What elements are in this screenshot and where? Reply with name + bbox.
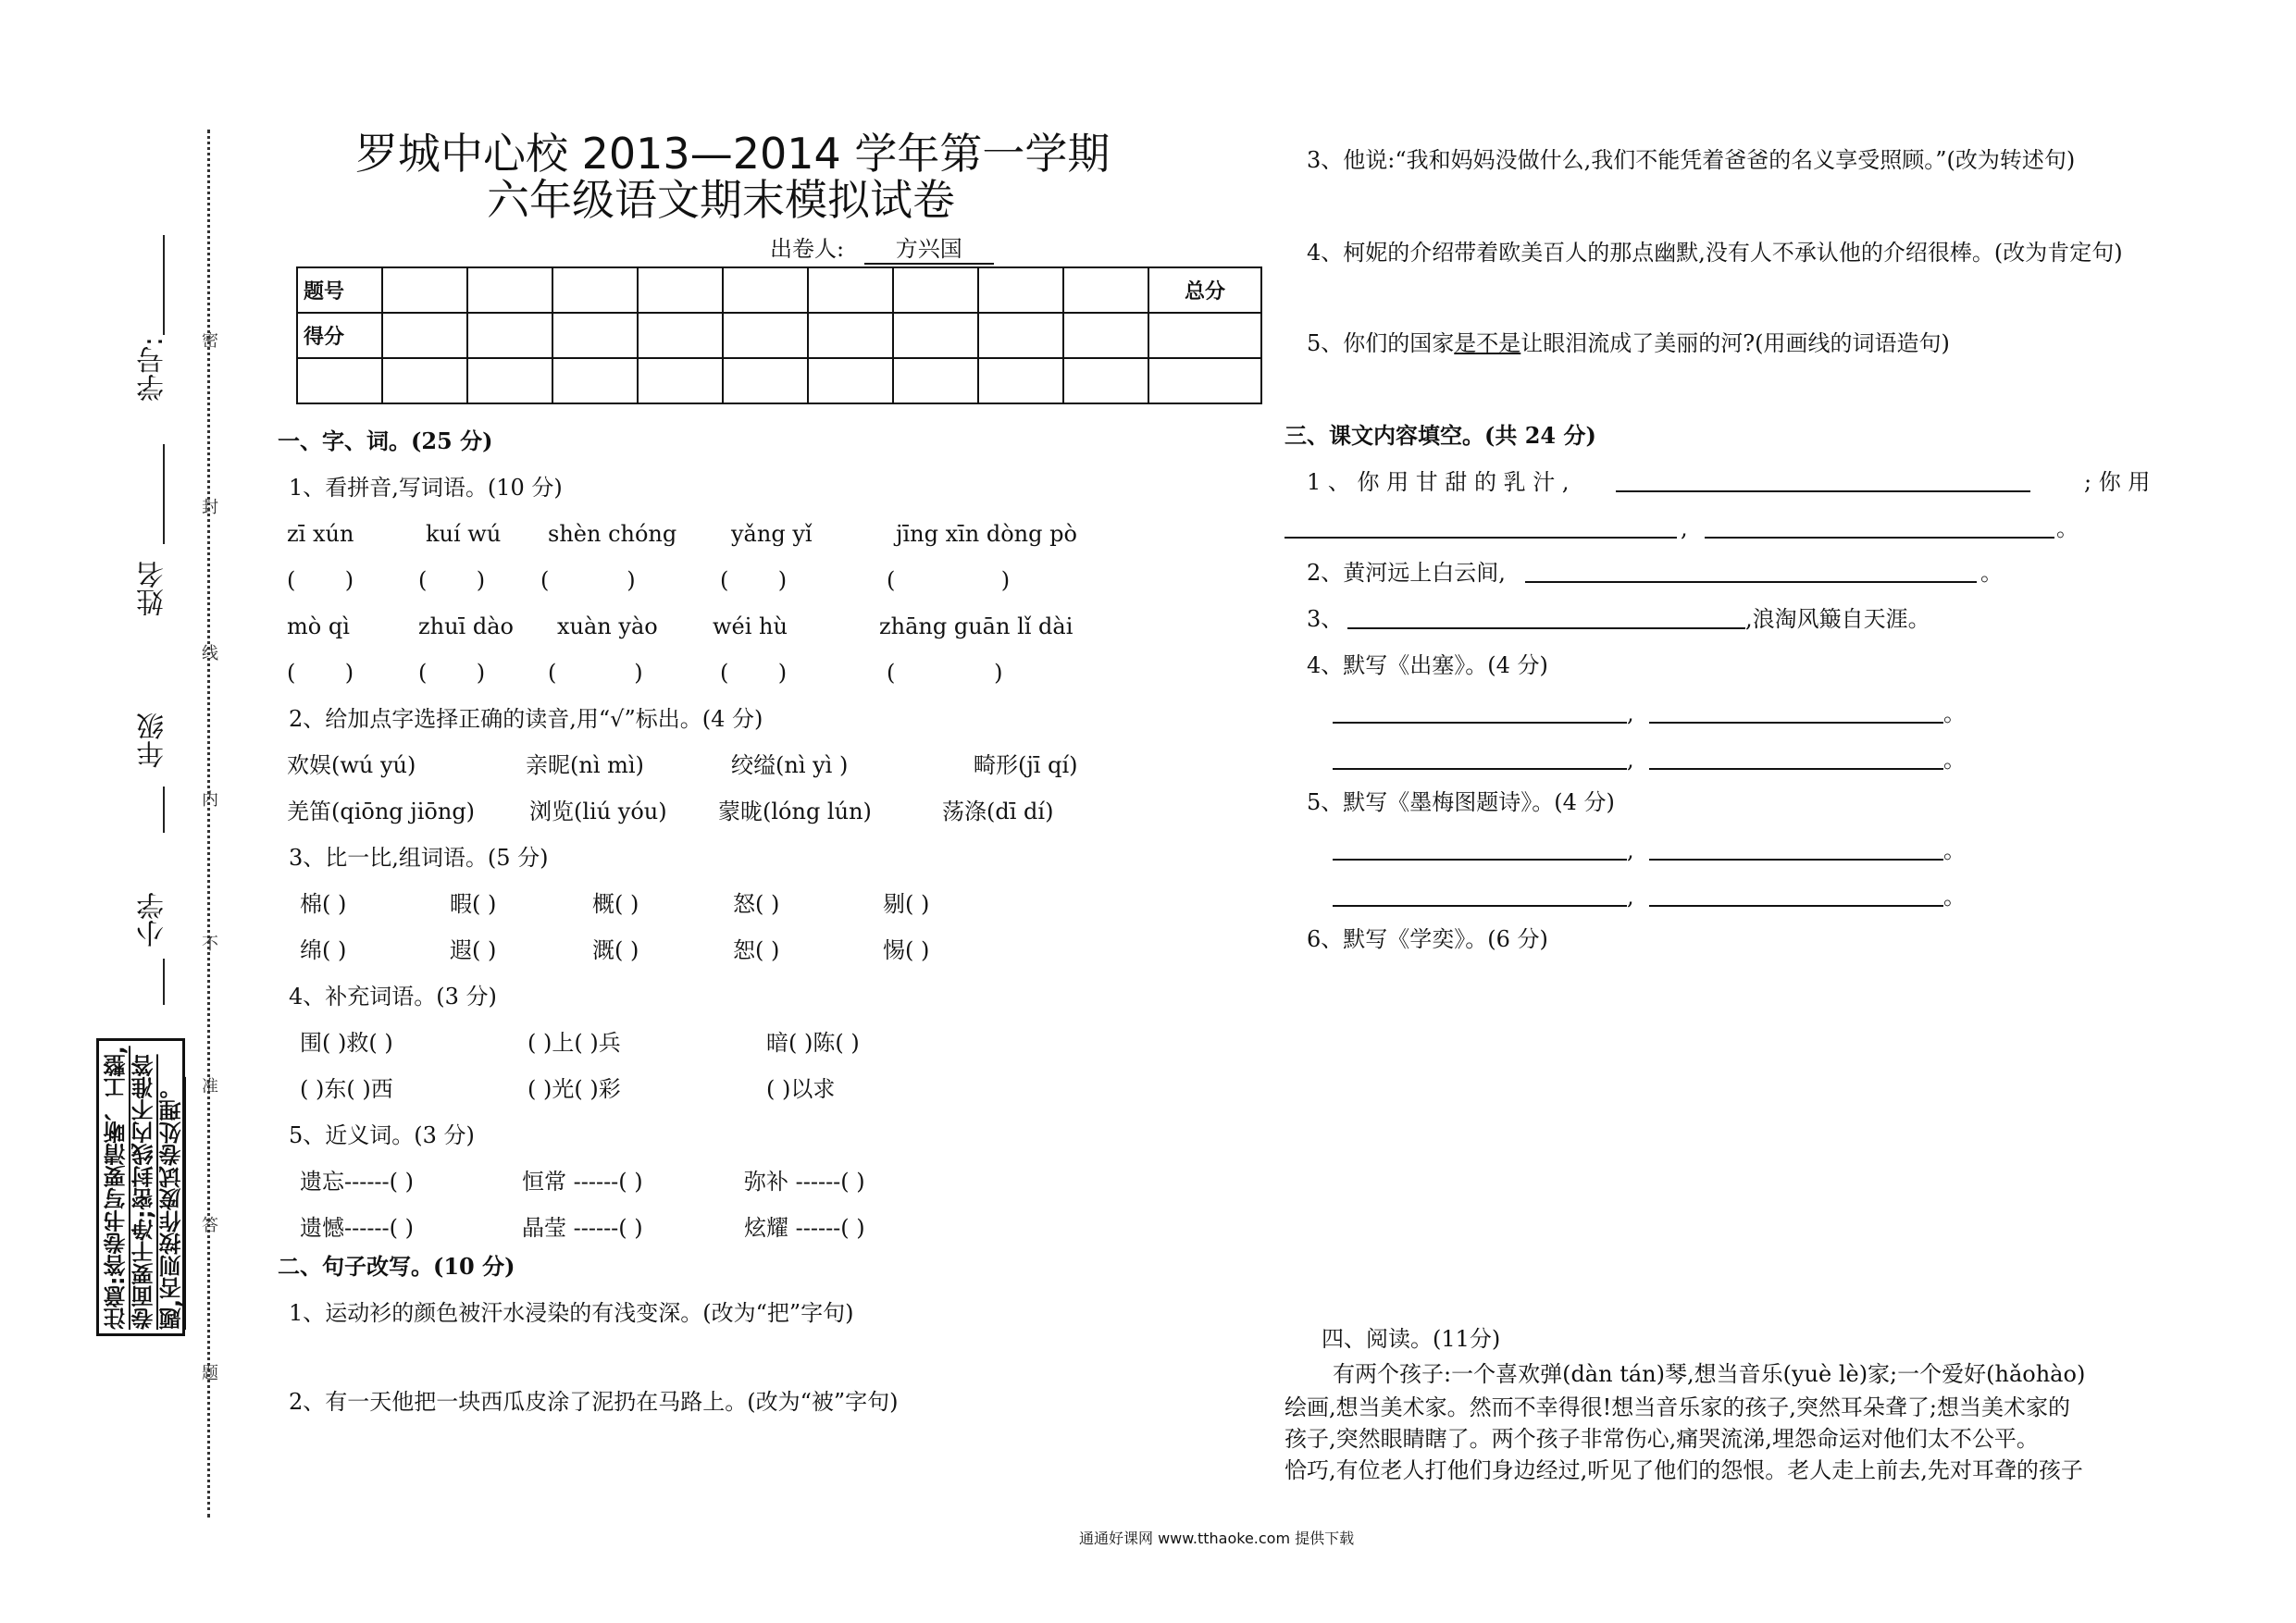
compare-item[interactable]: 惕( ) bbox=[883, 937, 930, 963]
reading-choice[interactable]: 浏览(liú yóu) bbox=[529, 799, 667, 824]
punct: 。 bbox=[1980, 560, 2003, 586]
reading-line: 孩子,突然眼睛瞎了。两个孩子非常伤心,痛哭流涕,埋怨命运对他们太不公平。 bbox=[1285, 1426, 2039, 1452]
seal-char: 不 bbox=[202, 935, 218, 954]
fill-q1-b: ; 你 用 bbox=[2084, 469, 2151, 495]
q5-label: 5、近义词。(3 分) bbox=[289, 1122, 475, 1148]
name-line bbox=[163, 444, 165, 544]
compare-item[interactable]: 恕( ) bbox=[733, 937, 780, 963]
punct: , bbox=[1627, 747, 1634, 773]
fill-q5: 5、默写《墨梅图题诗》。(4 分) bbox=[1307, 789, 1615, 815]
answer-blank[interactable] bbox=[1285, 537, 1677, 539]
fill-q4: 4、默写《出塞》。(4 分) bbox=[1307, 652, 1548, 678]
answer-paren[interactable]: ( ) bbox=[548, 660, 643, 686]
notice-box: 注意:答卷书写要清晰、工整,卷面要干净;密封线内不准答题,否则按作废试卷处理。 bbox=[96, 1038, 185, 1336]
footer-credit: 通通好课网 www.tthaoke.com 提供下载 bbox=[1079, 1530, 1355, 1547]
author-row bbox=[770, 235, 994, 265]
compare-item[interactable]: 遐( ) bbox=[450, 937, 497, 963]
answer-paren[interactable]: ( ) bbox=[418, 567, 486, 593]
reading-choice[interactable]: 畸形(jī qí) bbox=[974, 752, 1078, 778]
idiom-item[interactable]: ( )上( )兵 bbox=[527, 1030, 621, 1056]
pinyin-item: zhāng guān lǐ dài bbox=[879, 613, 1074, 639]
seal-char: 密 bbox=[202, 331, 218, 351]
synonym-item[interactable]: 恒常 ------( ) bbox=[522, 1169, 643, 1195]
synonym-item[interactable]: 遗忘------( ) bbox=[300, 1169, 415, 1195]
reading-choice[interactable]: 亲昵(nì mì) bbox=[526, 752, 644, 778]
grade-line bbox=[163, 787, 165, 833]
answer-blank[interactable] bbox=[1333, 722, 1627, 724]
pinyin-item: jīng xīn dòng pò bbox=[896, 521, 1077, 547]
q1-label: 1、看拼音,写词语。(10 分) bbox=[289, 475, 563, 501]
pinyin-item: kuí wú bbox=[426, 521, 502, 547]
pinyin-item: yǎng yǐ bbox=[731, 521, 813, 547]
school-line bbox=[163, 959, 165, 1005]
synonym-item[interactable]: 炫耀 ------( ) bbox=[744, 1215, 865, 1241]
section1-heading: 一、字、词。(25 分) bbox=[278, 427, 493, 454]
answer-blank[interactable] bbox=[1705, 537, 2054, 539]
fill-q1-a: 1 、 你 用 甘 甜 的 乳 汁 , bbox=[1307, 469, 1570, 495]
pinyin-item: zhuī dào bbox=[418, 613, 514, 639]
punct: , bbox=[1627, 884, 1634, 910]
idiom-item[interactable]: ( )东( )西 bbox=[300, 1076, 393, 1102]
punct: 。 bbox=[2056, 515, 2079, 541]
reading-choice[interactable]: 羌笛(qiōng jiōng) bbox=[287, 799, 476, 824]
compare-item[interactable]: 溉( ) bbox=[592, 937, 639, 963]
answer-blank[interactable] bbox=[1333, 768, 1627, 770]
compare-item[interactable]: 绵( ) bbox=[300, 937, 347, 963]
punct: 。 bbox=[1943, 700, 1966, 726]
pinyin-item: xuàn yào bbox=[557, 613, 658, 639]
q3-label: 3、比一比,组词语。(5 分) bbox=[289, 845, 549, 871]
answer-blank[interactable] bbox=[1525, 581, 1977, 583]
pinyin-item: mò qì bbox=[287, 613, 350, 639]
answer-paren[interactable]: ( ) bbox=[720, 660, 788, 686]
answer-paren[interactable]: ( ) bbox=[540, 567, 636, 593]
reading-choice[interactable]: 蒙昽(lóng lún) bbox=[718, 799, 872, 824]
pinyin-item: wéi hù bbox=[713, 613, 788, 639]
answer-blank[interactable] bbox=[1649, 859, 1943, 861]
compare-item[interactable]: 暇( ) bbox=[450, 891, 497, 917]
rewrite-q4: 4、柯妮的介绍带着欧美百人的那点幽默,没有人不承认他的介绍很棒。(改为肯定句) bbox=[1307, 240, 2123, 266]
seal-char: 内 bbox=[202, 790, 218, 810]
score-row-label: 得分 bbox=[297, 313, 382, 358]
punct: , bbox=[1627, 837, 1634, 863]
compare-item[interactable]: 棉( ) bbox=[300, 891, 347, 917]
grade-label: 年级 bbox=[137, 712, 169, 768]
compare-item[interactable]: 剔( ) bbox=[883, 891, 930, 917]
answer-paren[interactable]: ( ) bbox=[418, 660, 486, 686]
fill-q3-post: ,浪淘风簸自天涯。 bbox=[1745, 606, 1930, 632]
pinyin-item: zī xún bbox=[287, 521, 354, 547]
answer-paren[interactable]: ( ) bbox=[287, 660, 354, 686]
answer-blank[interactable] bbox=[1347, 627, 1745, 629]
reading-line: 恰巧,有位老人打他们身边经过,听见了他们的怨恨。老人走上前去,先对耳聋的孩子 bbox=[1285, 1457, 2083, 1483]
reading-choice[interactable]: 绞缢(nì yì ) bbox=[731, 752, 849, 778]
synonym-item[interactable]: 遗憾------( ) bbox=[300, 1215, 415, 1241]
rewrite-q2: 2、有一天他把一块西瓜皮涂了泥扔在马路上。(改为“被”字句) bbox=[289, 1389, 899, 1415]
section3-heading: 三、课文内容填空。(共 24 分) bbox=[1285, 422, 1596, 449]
punct: , bbox=[1627, 700, 1634, 726]
student-no-line bbox=[163, 235, 165, 335]
punct: 。 bbox=[1943, 884, 1966, 910]
fill-q2: 2、黄河远上白云间, bbox=[1307, 560, 1506, 586]
seal-char: 答 bbox=[202, 1216, 218, 1235]
exam-title-line1: 罗城中心校 2013—2014 学年第一学期 bbox=[355, 129, 1111, 179]
compare-item[interactable]: 怒( ) bbox=[733, 891, 780, 917]
score-table bbox=[296, 266, 1262, 404]
author-label: 出卷人: bbox=[770, 236, 845, 262]
seal-char: 封 bbox=[202, 498, 218, 517]
answer-paren[interactable]: ( ) bbox=[720, 567, 788, 593]
rewrite-q1: 1、运动衫的颜色被汗水浸染的有浅变深。(改为“把”字句) bbox=[289, 1300, 854, 1326]
section2-heading: 二、句子改写。(10 分) bbox=[278, 1253, 515, 1280]
student-no-label: 学号: bbox=[137, 337, 169, 403]
answer-blank[interactable] bbox=[1616, 490, 2030, 492]
underlined-word: 是不是 bbox=[1454, 330, 1521, 356]
synonym-item[interactable]: 晶莹 ------( ) bbox=[522, 1215, 643, 1241]
rewrite-q3: 3、他说:“我和妈妈没做什么,我们不能凭着爸爸的名义享受照顾。”(改为转述句) bbox=[1307, 147, 2076, 173]
fill-q3-pre: 3、 bbox=[1307, 606, 1344, 632]
reading-line: 有两个孩子:一个喜欢弹(dàn tán)琴,想当音乐(yuè lè)家;一个爱好(hǎohào) bbox=[1333, 1361, 2086, 1387]
author-name: 方兴国 bbox=[864, 235, 994, 265]
seal-char: 线 bbox=[202, 644, 218, 663]
punct: 。 bbox=[1943, 837, 1966, 863]
idiom-item[interactable]: ( )光( )彩 bbox=[527, 1076, 621, 1102]
score-row-label: 题号 bbox=[297, 267, 382, 313]
answer-paren[interactable]: ( ) bbox=[887, 567, 1011, 593]
section4-heading: 四、阅读。(11分) bbox=[1322, 1326, 1501, 1352]
answer-paren[interactable]: ( ) bbox=[287, 567, 354, 593]
reading-line: 绘画,想当美术家。然而不幸得很!想当音乐家的孩子,突然耳朵聋了;想当美术家的 bbox=[1285, 1394, 2070, 1420]
seal-char: 准 bbox=[202, 1077, 218, 1096]
answer-blank[interactable] bbox=[1649, 905, 1943, 907]
answer-blank[interactable] bbox=[1649, 768, 1943, 770]
pinyin-item: shèn chóng bbox=[548, 521, 677, 547]
punct: 。 bbox=[1943, 747, 1966, 773]
synonym-item[interactable]: 弥补 ------( ) bbox=[744, 1169, 865, 1195]
reading-choice[interactable]: 欢娱(wú yú) bbox=[287, 752, 416, 778]
fill-q6: 6、默写《学奕》。(6 分) bbox=[1307, 926, 1548, 952]
school-label: 小学 bbox=[137, 892, 169, 948]
idiom-item[interactable]: ( )以求 bbox=[766, 1076, 836, 1102]
seal-char: 题 bbox=[202, 1364, 218, 1383]
answer-blank[interactable] bbox=[1649, 722, 1943, 724]
exam-title-line2: 六年级语文期末模拟试卷 bbox=[487, 175, 955, 225]
idiom-item[interactable]: 暗( )陈( ) bbox=[766, 1030, 860, 1056]
answer-paren[interactable]: ( ) bbox=[887, 660, 1003, 686]
idiom-item[interactable]: 围( )救( ) bbox=[300, 1030, 393, 1056]
total-label: 总分 bbox=[1148, 267, 1261, 313]
punct: , bbox=[1681, 515, 1688, 541]
reading-choice[interactable]: 荡涤(dī dí) bbox=[942, 799, 1054, 824]
answer-blank[interactable] bbox=[1333, 905, 1627, 907]
answer-blank[interactable] bbox=[1333, 859, 1627, 861]
name-label: 姓名 bbox=[137, 561, 169, 616]
q2-label: 2、给加点字选择正确的读音,用“√”标出。(4 分) bbox=[289, 706, 763, 732]
compare-item[interactable]: 概( ) bbox=[592, 891, 639, 917]
q4-label: 4、补充词语。(3 分) bbox=[289, 984, 497, 1010]
rewrite-q5: 5、你们的国家是不是让眼泪流成了美丽的河?(用画线的词语造句) bbox=[1307, 330, 1950, 356]
